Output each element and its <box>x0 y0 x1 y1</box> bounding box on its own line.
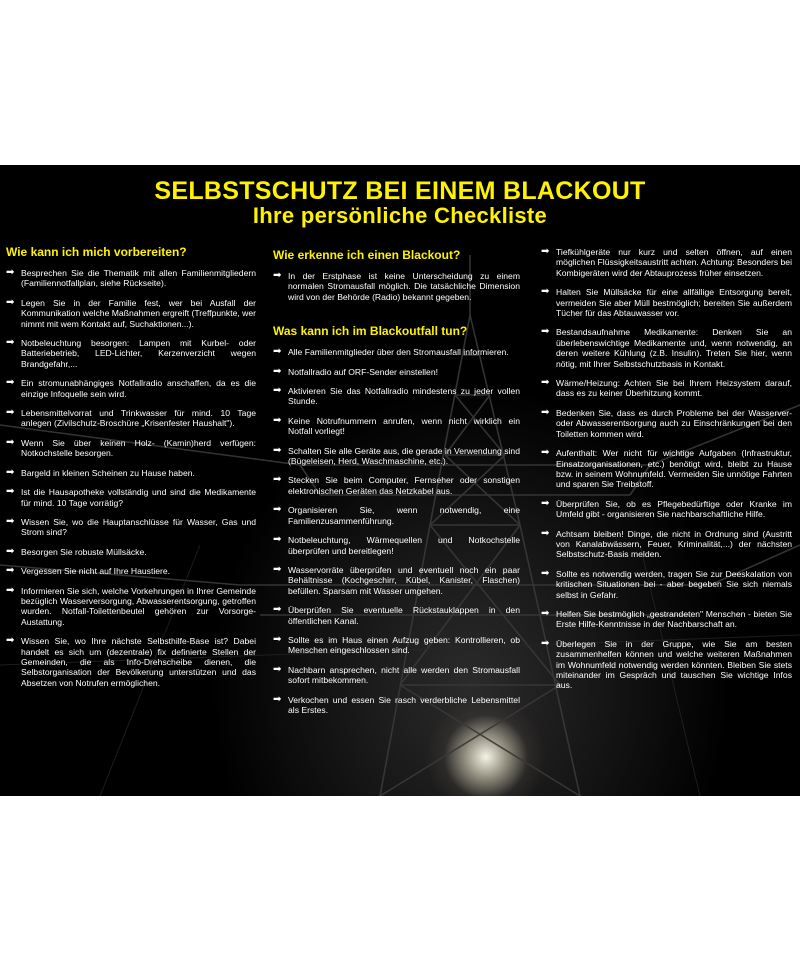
list-item: ➡ Überprüfen Sie, ob es Pflegebedürftige oder Kranke im Umfeld gibt - organisieren Sie nachbarschaftliche Hilfe. <box>541 497 792 520</box>
arrow-icon: ➡ <box>273 414 282 426</box>
list-item: ➡ Sollte es im Haus einen Aufzug geben: Kontrollieren, ob Menschen eingeschlossen sind. <box>273 633 520 656</box>
list-item: ➡ Schalten Sie alle Geräte aus, die gerade in Verwendung sind (Bügeleisen, Herd, Waschmaschine, etc.). <box>273 444 520 467</box>
arrow-icon: ➡ <box>6 267 15 278</box>
arrow-icon: ➡ <box>273 663 282 675</box>
list-item: ➡ Organisieren Sie, wenn notwendig, eine Familienzusammenführung. <box>273 504 520 526</box>
arrow-icon: ➡ <box>541 377 550 389</box>
arrow-icon: ➡ <box>273 385 282 397</box>
list-item: ➡ Besprechen Sie die Thematik mit allen Familienmitgliedern (Familiennotfallplan, siehe Rückseite). <box>6 267 256 289</box>
poster-subtitle: Ihre persönliche Checkliste <box>252 203 548 228</box>
arrow-icon: ➡ <box>541 527 550 539</box>
list-item: ➡ Sollte es notwendig werden, tragen Sie zur Deeskalation von kritischen Situationen bei - aber begeben Sie sich niemals selbst in Gefahr. <box>541 567 792 600</box>
list-item: ➡ Wasservorräte überprüfen und eventuell noch ein paar Behältnisse (Kochgeschirr, Kübel, Kanister, Flaschen) befüllen. Sparsam mit Wasser umgehen. <box>273 563 520 596</box>
list-item: ➡ Helfen Sie bestmöglich „gestrandeten" Menschen - bieten Sie Erste Hilfe-Kenntnisse in der Nachbarschaft an. <box>541 607 792 630</box>
heading-act: Was kann ich im Blackoutfall tun? <box>273 324 468 339</box>
arrow-icon: ➡ <box>541 326 550 338</box>
list-item: ➡ Stecken Sie beim Computer, Fernseher oder sonstigen elektronischen Geräten das Netzkabel aus. <box>273 474 520 496</box>
column-recognize-act <box>273 248 520 724</box>
list-item: ➡ Achtsam bleiben! Dinge, die nicht in Ordnung sind (Austritt von Kanalabwässern, Feuer, Kriminalität,...) der nächsten Selbstschutz-Basis melden. <box>541 527 792 560</box>
arrow-icon: ➡ <box>6 436 15 448</box>
arrow-icon: ➡ <box>273 504 282 516</box>
list-act <box>273 347 520 715</box>
list-prepare <box>6 268 256 688</box>
list-recognize <box>273 271 520 302</box>
arrow-icon: ➡ <box>541 607 550 619</box>
list-item: ➡ Bedenken Sie, dass es durch Probleme bei der Wasserver- oder Abwasserentsorgung auch zu Einschränkungen bei den Toiletten kommen wird. <box>541 406 792 439</box>
arrow-icon: ➡ <box>273 534 282 546</box>
list-item: ➡ Wissen Sie, wo die Hauptanschlüsse für Wasser, Gas und Strom sind? <box>6 515 256 538</box>
list-item: ➡ Wärme/Heizung: Achten Sie bei Ihrem Heizsystem darauf, dass es zu keiner Überhitzung kommt. <box>541 377 792 399</box>
list-item: ➡ Halten Sie Müllsäcke für eine allfällige Entsorgung bereit, vermeiden Sie aber Müll bestmöglich; bereiten Sie außerdem Tücher für das Abtauwasser vor. <box>541 286 792 319</box>
list-item: ➡ Lebensmittelvorrat und Trinkwasser für mind. 10 Tage anlegen (Zivilschutz-Broschüre „Krisenfester Haushalt"). <box>6 407 256 429</box>
list-item: ➡ Nachbarn ansprechen, nicht alle werden den Stromausfall sofort mitbekommen. <box>273 663 520 686</box>
list-item: ➡ Wenn Sie über keinen Holz- (Kamin)herd verfügen: Notkochstelle besorgen. <box>6 436 256 459</box>
arrow-icon: ➡ <box>6 635 15 647</box>
arrow-icon: ➡ <box>273 346 282 358</box>
column-act-continued <box>541 247 792 700</box>
arrow-icon: ➡ <box>273 693 282 705</box>
list-item: ➡ Notfallradio auf ORF-Sender einstellen! <box>273 365 438 377</box>
column-prepare <box>6 245 256 697</box>
heading-prepare: Wie kann ich mich vorbereiten? <box>6 245 187 259</box>
list-item: ➡ In der Erstphase ist keine Unterscheidung zu einem normalen Stromausfall möglich. Die tatsächliche Dimension wird von der Behörde (Radio) bekannt gegeben. <box>273 270 520 302</box>
arrow-icon: ➡ <box>6 296 15 308</box>
arrow-icon: ➡ <box>273 474 282 486</box>
arrow-icon: ➡ <box>6 466 15 478</box>
arrow-icon: ➡ <box>273 563 282 575</box>
arrow-icon: ➡ <box>6 377 15 389</box>
arrow-icon: ➡ <box>273 365 282 377</box>
arrow-icon: ➡ <box>541 286 550 298</box>
arrow-icon: ➡ <box>6 486 15 498</box>
arrow-icon: ➡ <box>6 565 15 577</box>
arrow-icon: ➡ <box>541 447 550 459</box>
arrow-icon: ➡ <box>6 337 15 349</box>
list-item: ➡ Ein stromunabhängiges Notfallradio anschaffen, da es die einzige Infoquelle sein wird. <box>6 377 256 399</box>
arrow-icon: ➡ <box>273 270 282 281</box>
poster-title: SELBSTSCHUTZ BEI EINEM BLACKOUT <box>154 177 646 205</box>
arrow-icon: ➡ <box>6 584 15 596</box>
arrow-icon: ➡ <box>6 515 15 527</box>
checklist-poster <box>0 165 800 796</box>
list-item: ➡ Legen Sie in der Familie fest, wer bei Ausfall der Kommunikation welche Maßnahmen ergreift (Treffpunkte, wer nimmt mit wem Kontakt auf, Suchaktionen...). <box>6 296 256 329</box>
list-item: ➡ Vergessen Sie nicht auf Ihre Haustiere. <box>6 565 171 577</box>
arrow-icon: ➡ <box>541 567 550 579</box>
list-item: ➡ Informieren Sie sich, welche Vorkehrungen in Ihrer Gemeinde bezüglich Wasserversorgung, Abwasserentsorgung, getroffen wurden. Notfall-Toilettenbeutel gehören zur Vorsorge-Austattung. <box>6 584 256 627</box>
list-act-continued <box>541 247 792 691</box>
list-item: ➡ Überprüfen Sie eventuelle Rückstauklappen in den öffentlichen Kanal. <box>273 604 520 626</box>
list-item: ➡ Alle Familienmitglieder über den Stromausfall informieren. <box>273 346 509 358</box>
arrow-icon: ➡ <box>541 406 550 418</box>
arrow-icon: ➡ <box>273 444 282 456</box>
list-item: ➡ Ist die Hausapotheke vollständig und sind die Medikamente für mind. 10 Tage vorrätig? <box>6 486 256 508</box>
list-item: ➡ Verkochen und essen Sie rasch verderbliche Lebensmittel als Erstes. <box>273 693 520 715</box>
list-item: ➡ Notbeleuchtung besorgen: Lampen mit Kurbel- oder Batteriebetrieb, LED-Lichter, Kerzenverzicht wegen Brandgefahr,... <box>6 337 256 369</box>
arrow-icon: ➡ <box>541 246 550 257</box>
arrow-icon: ➡ <box>6 545 15 557</box>
list-item: ➡ Aktivieren Sie das Notfallradio mindestens zu jeder vollen Stunde. <box>273 385 520 407</box>
list-item: ➡ Keine Notrufnummern anrufen, wenn nicht wirklich ein Notfall vorliegt! <box>273 414 520 437</box>
list-item: ➡ Überlegen Sie in der Gruppe, wie Sie am besten zusammenhelfen können und welche weiteren Maßnahmen im Wohnumfeld notwendig werden könnten. Bleiben Sie stets miteinander im Gespräch und tauschen Sie wichtige Infos aus. <box>541 637 792 691</box>
arrow-icon: ➡ <box>273 633 282 645</box>
list-item: ➡ Tiefkühlgeräte nur kurz und selten öffnen, auf einen möglichen Flüssigkeitsaustritt achten. Achtung: Besonders bei Kombigeräten wird der Abtauprozess früher einsetzen. <box>541 246 792 278</box>
arrow-icon: ➡ <box>6 407 15 419</box>
arrow-icon: ➡ <box>541 637 550 649</box>
list-item: ➡ Bargeld in kleinen Scheinen zu Hause haben. <box>6 466 195 478</box>
list-item: ➡ Aufenthalt: Wer nicht für wichtige Aufgaben (Infrastruktur, Einsatzorganisationen, etc.) benötigt wird, bleibt zu Hause bzw. in seinem Wohnumfeld. Vermeiden Sie unnötige Fahrten und sparen Sie Treibstoff. <box>541 447 792 490</box>
list-item: ➡ Bestandsaufnahme Medikamente: Denken Sie an überlebenswichtige Medikamente und, wenn notwendig, an deren weitere Kühlung (z.B. Insulin). Treten Sie hier, wenn nötig, mit Ihrer Selbstschutzbasis in Kontakt. <box>541 326 792 369</box>
list-item: ➡ Notbeleuchtung, Wärmequellen und Notkochstelle überprüfen und bereitlegen! <box>273 534 520 556</box>
list-item: ➡ Besorgen Sie robuste Müllsäcke. <box>6 545 147 557</box>
heading-recognize: Wie erkenne ich einen Blackout? <box>273 248 461 262</box>
list-item: ➡ Wissen Sie, wo Ihre nächste Selbsthilfe-Base ist? Dabei handelt es sich um (dezentrale) fix definierte Stellen der Gemeinden, die als Info-Drehscheibe dienen, die Selbstorganisation der Bevölkerung unterstützen und das Absetzen von Notrufen ermöglichen. <box>6 635 256 688</box>
arrow-icon: ➡ <box>541 497 550 509</box>
arrow-icon: ➡ <box>273 604 282 616</box>
